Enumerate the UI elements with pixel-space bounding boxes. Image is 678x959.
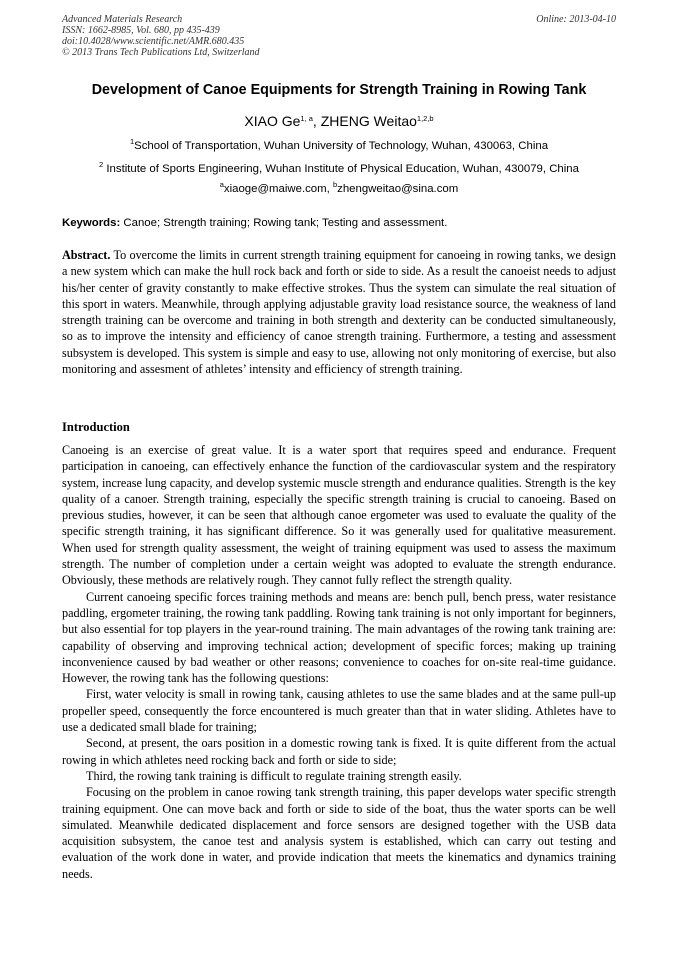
paper-title: Development of Canoe Equipments for Strength Training in Rowing Tank [91, 82, 587, 98]
author-affiliation-marker: 1,2,b [416, 114, 434, 123]
paragraph: Current canoeing specific forces training methods and means are: bench pull, bench press, water resistance paddling, ergometer training, the rowing tank paddling. Rowing tank training is not only important for beginners, but also essential for top players in the year-round training. The main advantages of the rowing tank training are: capability of observing and improving technical action; development of specific forces; making up training inconvenience caused by bad weather or other reasons; convenience to coaches for on-site real-time guidance. However, the rowing tank has the following questions: [62, 589, 616, 686]
affiliation-2 [20, 162, 658, 176]
keywords-label: Keywords: [62, 217, 121, 229]
email-marker: b [332, 180, 338, 189]
online-date: Online: 2013-04-10 [536, 14, 616, 25]
affiliation-text: Institute of Sports Engineering, Wuhan Institute of Physical Education, Wuhan, 430079, China [103, 163, 579, 175]
author-separator: , [312, 113, 321, 129]
email-line [20, 182, 658, 196]
affiliation-text: School of Transportation, Wuhan University of Technology, Wuhan, 430063, China [134, 140, 549, 152]
author-affiliation-marker: 1, a [300, 114, 313, 123]
email-marker: a [219, 180, 224, 189]
journal-header [62, 14, 616, 58]
paragraph: Canoeing is an exercise of great value. It is a water sport that requires speed and endurance. Frequent participation in canoeing, can effectively enhance the function of the cardiovascular system and the respiratory system, increase lung capacity, and develop systemic muscle strength and endurance qualities. Strength is the key quality of a canoer. Strength training, especially the specific strength training is crucial to canoeing. Based on previous studies, however, it can be seen that although canoe ergometer was used to evaluate the quality of the specific strength training, it has significant difference. So it was generally used for qualitative measurement. When used for strength quality assessment, the weight of training equipment was used to assess the maximum strength. The number of completion under a certain weight was adopted to evaluate the strength endurance. Obviously, these methods are relatively rough. They cannot fully reflect the strength quality. [62, 443, 616, 588]
issn-line: ISSN: 1662-8985, Vol. 680, pp 435-439 [62, 25, 220, 36]
affiliation-1 [20, 139, 658, 153]
author-line [40, 112, 638, 130]
journal-name: Advanced Materials Research [62, 14, 183, 25]
keywords [62, 216, 616, 230]
affiliation-marker: 2 [99, 160, 104, 169]
author-name: ZHENG Weitao [320, 113, 417, 129]
email-text: xiaoge@maiwe.com, [223, 183, 333, 195]
introduction-body [62, 442, 616, 882]
paragraph: First, water velocity is small in rowing tank, causing athletes to use the same blades and at the same pull-up propeller speed, consequently the force encountered is much greater than that in water sliding. Athletes have to use a dedicated small blade for training; [62, 687, 616, 735]
paragraph: Focusing on the problem in canoe rowing tank strength training, this paper develops water specific strength training equipment. One can move back and forth or side to side of the boat, thus the water sports can be well simulated. Meanwhile dedicated displacement and force sensors are designed together with the USB data acquisition subsystem, the canoe test and analysis system is established, which can carry out testing and evaluation of the work done in water, and provide indication that meets the kinematics and dynamics training needs. [62, 785, 616, 881]
author-name: XIAO Ge [244, 113, 301, 129]
section-heading: Introduction [62, 420, 130, 434]
affiliation-marker: 1 [129, 137, 135, 146]
abstract [62, 247, 616, 377]
abstract-label: Abstract. [62, 248, 111, 262]
abstract-paragraph [62, 247, 616, 377]
email-text: zhengweitao@sina.com [337, 183, 459, 195]
paragraph: Second, at present, the oars position in a domestic rowing tank is fixed. It is quite different from the actual rowing in which athletes need rocking back and forth or side to side; [62, 736, 616, 767]
paragraph: Third, the rowing tank training is difficult to regulate training strength easily. [86, 768, 462, 783]
copyright-line: © 2013 Trans Tech Publications Ltd, Switzerland [62, 47, 260, 58]
abstract-text: To overcome the limits in current strength training equipment for canoeing in rowing tanks, we design a new system which can make the hull rock back and forth or side to side. As a result the canoeist needs to adjust his/her center of gravity constantly to make effective strokes. Thus the system can simulate the real situation of this sport in waters. Meanwhile, through applying adjustable gravity load resistance source, the weakness of land strength training can be overcome and training in both strength and dexterity can be conducted simultaneously, so as to improve the intensity and efficiency of canoe strength training. Furthermore, a testing and assessment subsystem is developed. This system is simple and easy to use, allowing not only monitoring of exercise, but also monitoring and assesment of athletes’ intensity and efficiency of strength training. [62, 248, 616, 377]
keywords-text: Canoe; Strength training; Rowing tank; Testing and assessment. [120, 217, 448, 229]
doi-line: doi:10.4028/www.scientific.net/AMR.680.435 [62, 36, 245, 47]
